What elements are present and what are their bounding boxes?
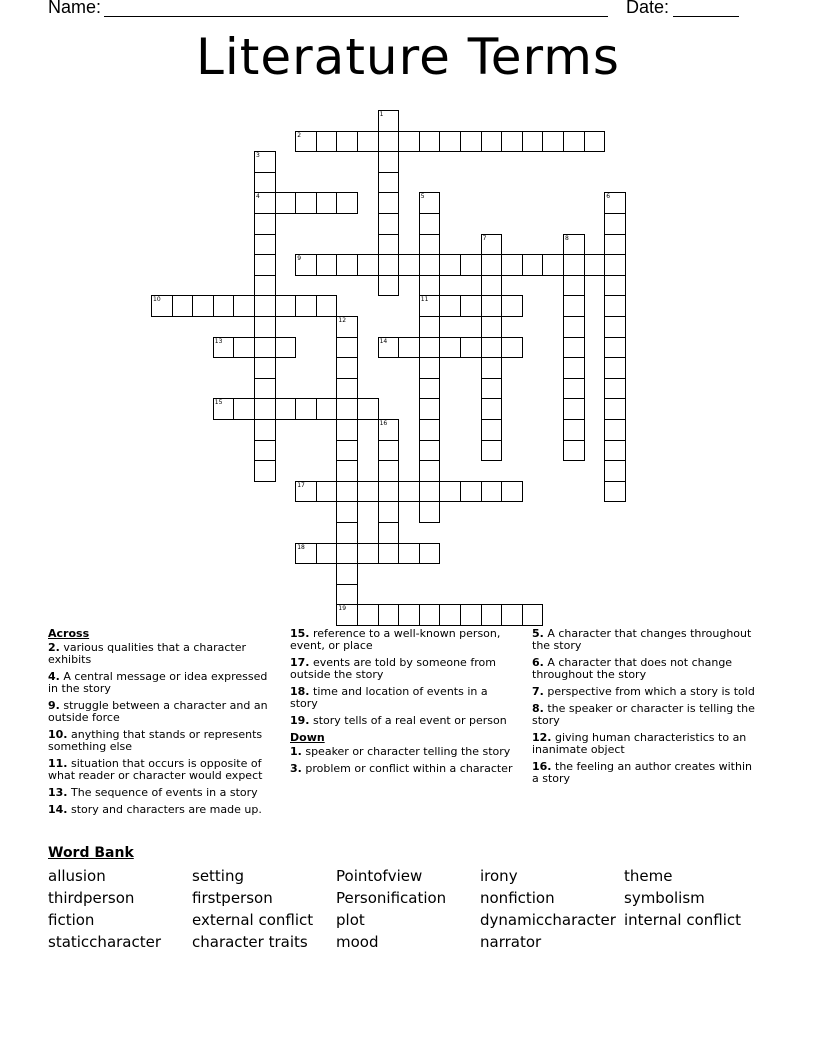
crossword-cell[interactable] bbox=[254, 419, 276, 441]
crossword-cell[interactable] bbox=[481, 337, 503, 359]
crossword-cell[interactable] bbox=[378, 337, 400, 359]
crossword-cell[interactable] bbox=[501, 604, 523, 626]
crossword-cell[interactable] bbox=[419, 378, 441, 400]
crossword-cell[interactable] bbox=[460, 604, 482, 626]
crossword-cell[interactable] bbox=[563, 295, 585, 317]
crossword-cell[interactable] bbox=[481, 419, 503, 441]
crossword-cell[interactable] bbox=[316, 295, 338, 317]
crossword-cell[interactable] bbox=[275, 337, 297, 359]
crossword-cell[interactable] bbox=[419, 460, 441, 482]
cell-number: 10 bbox=[153, 296, 161, 304]
crossword-cell[interactable] bbox=[357, 398, 379, 420]
crossword-cell[interactable] bbox=[336, 316, 358, 338]
crossword-cell[interactable] bbox=[398, 543, 420, 565]
clues-column-3 bbox=[532, 628, 762, 790]
cell-number: 4 bbox=[256, 193, 260, 201]
crossword-cell[interactable] bbox=[213, 295, 235, 317]
crossword-cell[interactable] bbox=[378, 131, 400, 153]
crossword-cell[interactable] bbox=[172, 295, 194, 317]
cell-number: 8 bbox=[565, 234, 569, 242]
crossword-cell[interactable] bbox=[336, 192, 358, 214]
crossword-cell[interactable] bbox=[336, 543, 358, 565]
crossword-cell[interactable] bbox=[419, 275, 441, 297]
crossword-cell[interactable] bbox=[563, 316, 585, 338]
crossword-cell[interactable] bbox=[542, 254, 564, 276]
crossword-cell[interactable] bbox=[254, 398, 276, 420]
crossword-cell[interactable] bbox=[357, 543, 379, 565]
crossword-cell[interactable] bbox=[254, 460, 276, 482]
crossword-cell[interactable] bbox=[419, 192, 441, 214]
crossword-cell[interactable] bbox=[213, 337, 235, 359]
crossword-cell[interactable] bbox=[501, 481, 523, 503]
clue-across-14: 14. story and characters are made up. bbox=[48, 803, 262, 816]
cell-number: 19 bbox=[338, 605, 347, 613]
crossword-cell[interactable] bbox=[398, 604, 420, 626]
crossword-cell[interactable] bbox=[604, 254, 626, 276]
crossword-cell[interactable] bbox=[254, 295, 276, 317]
crossword-cell[interactable] bbox=[378, 440, 400, 462]
cell-number: 18 bbox=[297, 543, 305, 551]
crossword-cell[interactable] bbox=[439, 254, 461, 276]
crossword-cell[interactable] bbox=[542, 131, 564, 153]
crossword-cell[interactable] bbox=[419, 131, 441, 153]
crossword-cell[interactable] bbox=[213, 398, 235, 420]
clue-down-7: 7. perspective from which a story is told bbox=[532, 685, 755, 698]
across-header: Across bbox=[48, 627, 90, 640]
crossword-cell[interactable] bbox=[563, 131, 585, 153]
crossword-cell[interactable] bbox=[563, 419, 585, 441]
crossword-cell[interactable] bbox=[378, 151, 400, 173]
crossword-cell[interactable] bbox=[439, 604, 461, 626]
crossword-cell[interactable] bbox=[439, 481, 461, 503]
crossword-cell[interactable] bbox=[378, 110, 400, 132]
cell-number: 16 bbox=[379, 420, 388, 427]
crossword-cell[interactable] bbox=[419, 543, 441, 565]
crossword-cell[interactable] bbox=[233, 337, 255, 359]
crossword-cell[interactable] bbox=[254, 316, 276, 338]
crossword-cell[interactable] bbox=[316, 254, 338, 276]
crossword-cell[interactable] bbox=[563, 440, 585, 462]
crossword-cell[interactable] bbox=[419, 440, 441, 462]
crossword-cell[interactable] bbox=[481, 131, 503, 153]
crossword-cell[interactable] bbox=[378, 419, 400, 441]
word-bank-item: narrator bbox=[480, 933, 542, 951]
clue-down-1: 1. speaker or character telling the story bbox=[290, 745, 511, 758]
crossword-cell[interactable] bbox=[460, 337, 482, 359]
clue-across-4: 4. A central message or idea expressed in the story bbox=[48, 670, 268, 695]
crossword-cell[interactable] bbox=[522, 604, 544, 626]
word-bank-item: setting bbox=[192, 867, 245, 885]
crossword-cell[interactable] bbox=[481, 234, 503, 256]
cell-number: 5 bbox=[420, 193, 425, 201]
crossword-cell[interactable] bbox=[254, 213, 276, 235]
crossword-cell[interactable] bbox=[501, 254, 523, 276]
crossword-cell[interactable] bbox=[563, 275, 585, 297]
word-bank-item: mood bbox=[336, 933, 379, 951]
crossword-cell[interactable] bbox=[604, 337, 626, 359]
cell-number: 3 bbox=[256, 152, 260, 160]
crossword-cell[interactable] bbox=[481, 398, 503, 420]
crossword-cell[interactable] bbox=[398, 337, 420, 359]
crossword-cell[interactable] bbox=[357, 254, 379, 276]
crossword-cell[interactable] bbox=[316, 481, 338, 503]
crossword-cell[interactable] bbox=[336, 398, 358, 420]
cell-number: 7 bbox=[482, 234, 487, 242]
crossword-cell[interactable] bbox=[254, 275, 276, 297]
word-bank-item: nonfiction bbox=[480, 889, 555, 907]
crossword-cell[interactable] bbox=[295, 192, 317, 214]
crossword-cell[interactable] bbox=[604, 295, 626, 317]
crossword-cell[interactable] bbox=[151, 295, 173, 317]
crossword-cell[interactable] bbox=[336, 357, 358, 379]
crossword-cell[interactable] bbox=[604, 440, 626, 462]
crossword-cell[interactable] bbox=[295, 398, 317, 420]
crossword-cell[interactable] bbox=[419, 481, 441, 503]
crossword-cell[interactable] bbox=[460, 295, 482, 317]
crossword-cell[interactable] bbox=[460, 481, 482, 503]
crossword-cell[interactable] bbox=[419, 234, 441, 256]
clue-down-5: 5. A character that changes throughout the story bbox=[532, 627, 752, 652]
crossword-cell[interactable] bbox=[275, 295, 297, 317]
clue-across-13: 13. The sequence of events in a story bbox=[48, 786, 258, 799]
crossword-cell[interactable] bbox=[481, 481, 503, 503]
cell-number: 17 bbox=[297, 481, 305, 489]
word-bank-item: irony bbox=[480, 867, 518, 885]
crossword-cell[interactable] bbox=[481, 295, 503, 317]
crossword-cell[interactable] bbox=[336, 584, 358, 606]
crossword-cell[interactable] bbox=[336, 604, 358, 626]
crossword-cell[interactable] bbox=[604, 213, 626, 235]
crossword-cell[interactable] bbox=[604, 481, 626, 503]
crossword-cell[interactable] bbox=[295, 295, 317, 317]
crossword-cell[interactable] bbox=[460, 131, 482, 153]
crossword-cell[interactable] bbox=[357, 131, 379, 153]
clue-down-8: 8. the speaker or character is telling the story bbox=[532, 702, 755, 727]
crossword-cell[interactable] bbox=[604, 378, 626, 400]
cell-number: 13 bbox=[214, 337, 223, 345]
cell-number: 6 bbox=[606, 193, 611, 201]
cell-number: 12 bbox=[338, 317, 347, 324]
crossword-cell[interactable] bbox=[316, 131, 338, 153]
crossword-cell[interactable] bbox=[398, 254, 420, 276]
clue-across-9: 9. struggle between a character and an outside force bbox=[48, 699, 268, 724]
crossword-cell[interactable] bbox=[254, 172, 276, 194]
clue-across-11: 11. situation that occurs is opposite of what reader or character would expect bbox=[48, 757, 263, 782]
crossword-cell[interactable] bbox=[254, 192, 276, 214]
crossword-cell[interactable] bbox=[254, 234, 276, 256]
crossword-cell[interactable] bbox=[604, 316, 626, 338]
word-bank-title: Word Bank bbox=[48, 845, 134, 861]
crossword-cell[interactable] bbox=[233, 295, 255, 317]
crossword-cell[interactable] bbox=[419, 213, 441, 235]
crossword-cell[interactable] bbox=[604, 357, 626, 379]
clue-down-12: 12. giving human characteristics to an inanimate object bbox=[532, 731, 747, 756]
clue-down-16: 16. the feeling an author creates within a story bbox=[532, 760, 752, 785]
crossword-cell[interactable] bbox=[378, 172, 400, 194]
clues-column-1 bbox=[48, 628, 278, 821]
clue-down-3: 3. problem or conflict within a character bbox=[290, 762, 513, 775]
crossword-cell[interactable] bbox=[501, 337, 523, 359]
crossword-cell[interactable] bbox=[378, 604, 400, 626]
crossword-cell[interactable] bbox=[481, 357, 503, 379]
crossword-cell[interactable] bbox=[254, 337, 276, 359]
word-bank-item: allusion bbox=[48, 867, 106, 885]
crossword-cell[interactable] bbox=[481, 440, 503, 462]
crossword-cell[interactable] bbox=[357, 604, 379, 626]
page-title: Literature Terms bbox=[196, 28, 620, 86]
date-label: Date: bbox=[626, 0, 670, 17]
clue-across-18: 18. time and location of events in a story bbox=[290, 685, 488, 710]
crossword-cell[interactable] bbox=[563, 337, 585, 359]
word-bank-item: staticcharacter bbox=[48, 933, 162, 951]
crossword-cell[interactable] bbox=[254, 254, 276, 276]
crossword-cell[interactable] bbox=[604, 460, 626, 482]
crossword-cell[interactable] bbox=[254, 357, 276, 379]
word-bank-item: Pointofview bbox=[336, 867, 423, 885]
crossword-cell[interactable] bbox=[419, 254, 441, 276]
crossword-cell[interactable] bbox=[522, 131, 544, 153]
cell-number: 1 bbox=[379, 111, 384, 118]
crossword-cell[interactable] bbox=[419, 295, 441, 317]
crossword-cell[interactable] bbox=[439, 337, 461, 359]
crossword-cell[interactable] bbox=[439, 295, 461, 317]
word-bank bbox=[48, 845, 768, 951]
crossword-cell[interactable] bbox=[584, 254, 606, 276]
crossword-cell[interactable] bbox=[604, 398, 626, 420]
crossword-cell[interactable] bbox=[336, 481, 358, 503]
crossword-cell[interactable] bbox=[563, 254, 585, 276]
crossword-cell[interactable] bbox=[604, 275, 626, 297]
crossword-cell[interactable] bbox=[336, 419, 358, 441]
clue-down-6: 6. A character that does not change throughout the story bbox=[532, 656, 733, 681]
word-bank-item: plot bbox=[336, 911, 365, 929]
crossword-cell[interactable] bbox=[419, 337, 441, 359]
crossword-cell[interactable] bbox=[563, 398, 585, 420]
cell-number: 9 bbox=[297, 255, 302, 263]
cell-number: 15 bbox=[214, 399, 223, 407]
crossword-cell[interactable] bbox=[604, 419, 626, 441]
crossword-cell[interactable] bbox=[275, 192, 297, 214]
clue-across-15: 15. reference to a well-known person, event, or place bbox=[290, 627, 501, 652]
crossword-cell[interactable] bbox=[295, 254, 317, 276]
crossword-cell[interactable] bbox=[439, 131, 461, 153]
word-bank-item: fiction bbox=[48, 911, 95, 929]
clue-across-19: 19. story tells of a real event or person bbox=[290, 714, 507, 727]
crossword-cell[interactable] bbox=[336, 501, 358, 523]
crossword-cell[interactable] bbox=[378, 192, 400, 214]
crossword-cell[interactable] bbox=[419, 604, 441, 626]
crossword-cell[interactable] bbox=[336, 522, 358, 544]
crossword-cell[interactable] bbox=[501, 131, 523, 153]
crossword-cell[interactable] bbox=[316, 192, 338, 214]
crossword-cell[interactable] bbox=[378, 522, 400, 544]
crossword-cell[interactable] bbox=[378, 275, 400, 297]
cell-number: 2 bbox=[297, 131, 302, 139]
crossword-cell[interactable] bbox=[481, 378, 503, 400]
crossword-cell[interactable] bbox=[336, 337, 358, 359]
crossword-cell[interactable] bbox=[336, 131, 358, 153]
crossword-cell[interactable] bbox=[481, 254, 503, 276]
crossword-cell[interactable] bbox=[481, 316, 503, 338]
clue-across-2: 2. various qualities that a character exhibits bbox=[48, 641, 247, 666]
crossword-cell[interactable] bbox=[481, 275, 503, 297]
cell-number: 14 bbox=[379, 337, 388, 345]
crossword-cell[interactable] bbox=[563, 234, 585, 256]
crossword-cell[interactable] bbox=[378, 501, 400, 523]
word-bank-item: firstperson bbox=[192, 889, 273, 907]
crossword-cell[interactable] bbox=[501, 295, 523, 317]
word-bank-grid bbox=[48, 867, 768, 951]
crossword-cell[interactable] bbox=[336, 460, 358, 482]
crossword-cell[interactable] bbox=[378, 234, 400, 256]
crossword-cell[interactable] bbox=[419, 357, 441, 379]
word-bank-item: internal conflict bbox=[624, 911, 741, 929]
name-label: Name: bbox=[48, 0, 102, 17]
crossword-cell[interactable] bbox=[336, 440, 358, 462]
word-bank-item: character traits bbox=[192, 933, 308, 951]
crossword-cell[interactable] bbox=[192, 295, 214, 317]
crossword-cell[interactable] bbox=[419, 398, 441, 420]
clue-across-10: 10. anything that stands or represents something else bbox=[48, 728, 263, 753]
crossword-cell[interactable] bbox=[357, 481, 379, 503]
crossword-cell[interactable] bbox=[295, 131, 317, 153]
crossword-cell[interactable] bbox=[254, 440, 276, 462]
crossword-cell[interactable] bbox=[254, 151, 276, 173]
crossword-cell[interactable] bbox=[378, 254, 400, 276]
word-bank-item: theme bbox=[624, 867, 673, 885]
crossword-cell[interactable] bbox=[604, 234, 626, 256]
word-bank-item: Personification bbox=[336, 889, 447, 907]
word-bank-item: thirdperson bbox=[48, 889, 135, 907]
crossword-cell[interactable] bbox=[522, 254, 544, 276]
word-bank-item: symbolism bbox=[624, 889, 705, 907]
clue-across-17: 17. events are told by someone from outside the story bbox=[290, 656, 496, 681]
crossword-cell[interactable] bbox=[295, 481, 317, 503]
crossword-cell[interactable] bbox=[398, 131, 420, 153]
crossword-cell[interactable] bbox=[398, 481, 420, 503]
down-header: Down bbox=[290, 731, 325, 744]
crossword-cell[interactable] bbox=[460, 254, 482, 276]
clues-column-2 bbox=[290, 628, 515, 780]
crossword-cell[interactable] bbox=[336, 563, 358, 585]
crossword-cell[interactable] bbox=[584, 131, 606, 153]
crossword-cell[interactable] bbox=[275, 398, 297, 420]
crossword-cell[interactable] bbox=[419, 501, 441, 523]
crossword-cell[interactable] bbox=[336, 254, 358, 276]
crossword-cell[interactable] bbox=[316, 543, 338, 565]
crossword-cell[interactable] bbox=[378, 213, 400, 235]
crossword-cell[interactable] bbox=[563, 357, 585, 379]
crossword-cell[interactable] bbox=[378, 543, 400, 565]
crossword-cell[interactable] bbox=[295, 543, 317, 565]
crossword-cell[interactable] bbox=[316, 398, 338, 420]
crossword-cell[interactable] bbox=[419, 419, 441, 441]
crossword-cell[interactable] bbox=[378, 481, 400, 503]
crossword-cell[interactable] bbox=[378, 460, 400, 482]
crossword-cell[interactable] bbox=[419, 316, 441, 338]
cell-number: 11 bbox=[420, 296, 429, 304]
word-bank-item: dynamiccharacter bbox=[480, 911, 616, 929]
word-bank-item: external conflict bbox=[192, 911, 314, 929]
crossword-cell[interactable] bbox=[254, 378, 276, 400]
crossword-cell[interactable] bbox=[336, 378, 358, 400]
crossword-cell[interactable] bbox=[604, 192, 626, 214]
crossword-cell[interactable] bbox=[563, 378, 585, 400]
crossword-cell[interactable] bbox=[233, 398, 255, 420]
crossword-cell[interactable] bbox=[481, 604, 503, 626]
